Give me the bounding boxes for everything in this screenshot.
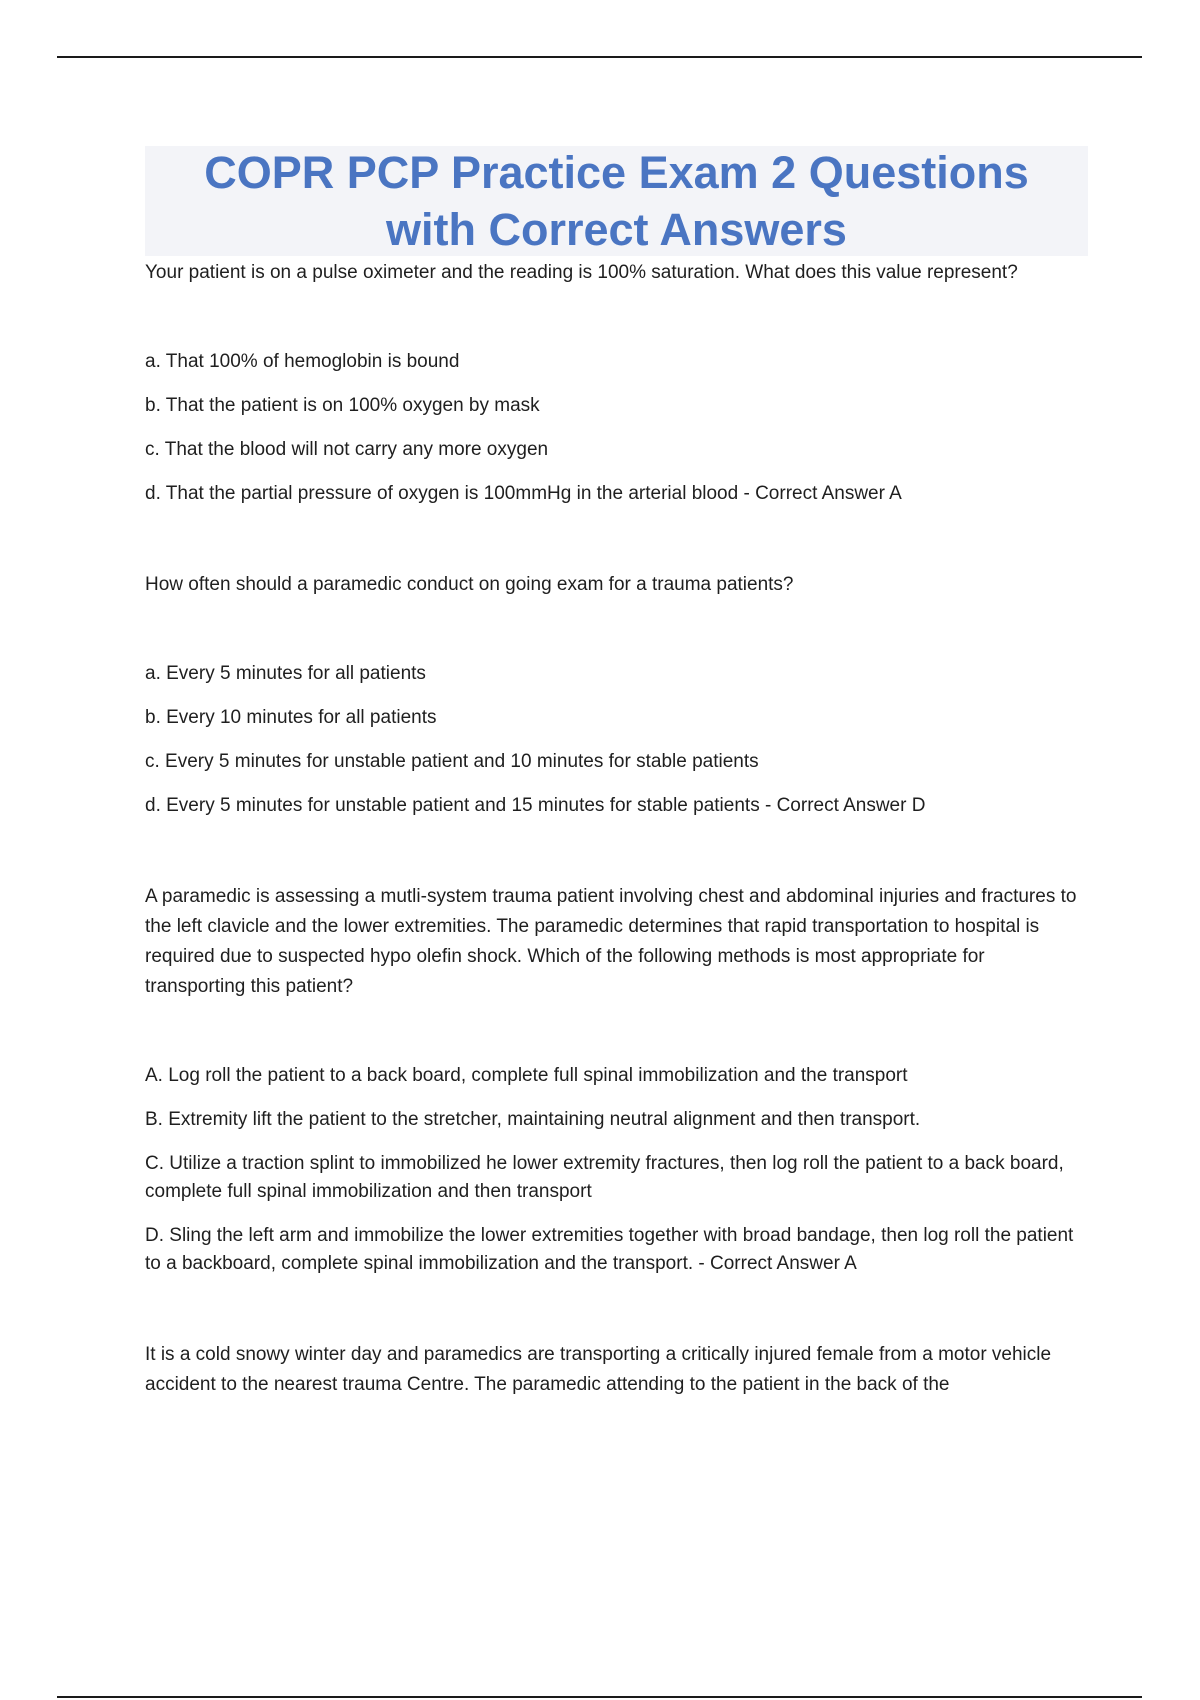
question-text: It is a cold snowy winter day and paramedics are transporting a critically injured female from a motor vehicle accident to the nearest trauma Centre. The paramedic attending to the patient in the back of the bbox=[145, 1344, 1052, 1395]
answer-option-with-correct-answer: d. Every 5 minutes for unstable patient and 15 minutes for stable patients - Correct Answer D bbox=[145, 795, 926, 816]
title-banner bbox=[145, 146, 1088, 256]
document-body bbox=[145, 146, 1090, 1400]
answer-option: a. Every 5 minutes for all patients bbox=[145, 663, 426, 684]
answer-option: C. Utilize a traction splint to immobilized he lower extremity fractures, then log roll the patient to a back board, complete full spinal immobilization and then transport bbox=[145, 1153, 1064, 1202]
question-block bbox=[145, 882, 1090, 1278]
bottom-rule bbox=[57, 1696, 1142, 1698]
answer-option: c. That the blood will not carry any more oxygen bbox=[145, 439, 549, 460]
answer-option: b. That the patient is on 100% oxygen by mask bbox=[145, 395, 540, 416]
answer-option: B. Extremity lift the patient to the stretcher, maintaining neutral alignment and then transport. bbox=[145, 1109, 921, 1130]
question-block bbox=[145, 570, 1090, 820]
top-rule bbox=[57, 56, 1142, 58]
answer-option: c. Every 5 minutes for unstable patient and 10 minutes for stable patients bbox=[145, 751, 759, 772]
answer-option: b. Every 10 minutes for all patients bbox=[145, 707, 437, 728]
title-line-1: COPR PCP Practice Exam 2 Questions bbox=[204, 147, 1029, 198]
question-text: How often should a paramedic conduct on going exam for a trauma patients? bbox=[145, 574, 794, 595]
answer-option-with-correct-answer: D. Sling the left arm and immobilize the lower extremities together with broad bandage, then log roll the patient to a backboard, complete spinal immobilization and the transport. - Correct Answer A bbox=[145, 1225, 1074, 1274]
answer-option: a. That 100% of hemoglobin is bound bbox=[145, 351, 460, 372]
answer-option-with-correct-answer: d. That the partial pressure of oxygen is 100mmHg in the arterial blood - Correct Answer A bbox=[145, 483, 902, 504]
answer-option: A. Log roll the patient to a back board, complete full spinal immobilization and the transport bbox=[145, 1065, 908, 1086]
question-text: Your patient is on a pulse oximeter and the reading is 100% saturation. What does this value represent? bbox=[145, 262, 1018, 283]
question-block bbox=[145, 258, 1090, 508]
question-block bbox=[145, 1340, 1090, 1400]
question-text: A paramedic is assessing a mutli-system trauma patient involving chest and abdominal injuries and fractures to the left clavicle and the lower extremities. The paramedic determines that rapid transportation to hospital is required due to suspected hypo olefin shock. Which of the following methods is most appropriate for transporting this patient? bbox=[145, 886, 1077, 997]
page-title bbox=[204, 144, 1029, 258]
title-line-2: with Correct Answers bbox=[386, 204, 847, 255]
